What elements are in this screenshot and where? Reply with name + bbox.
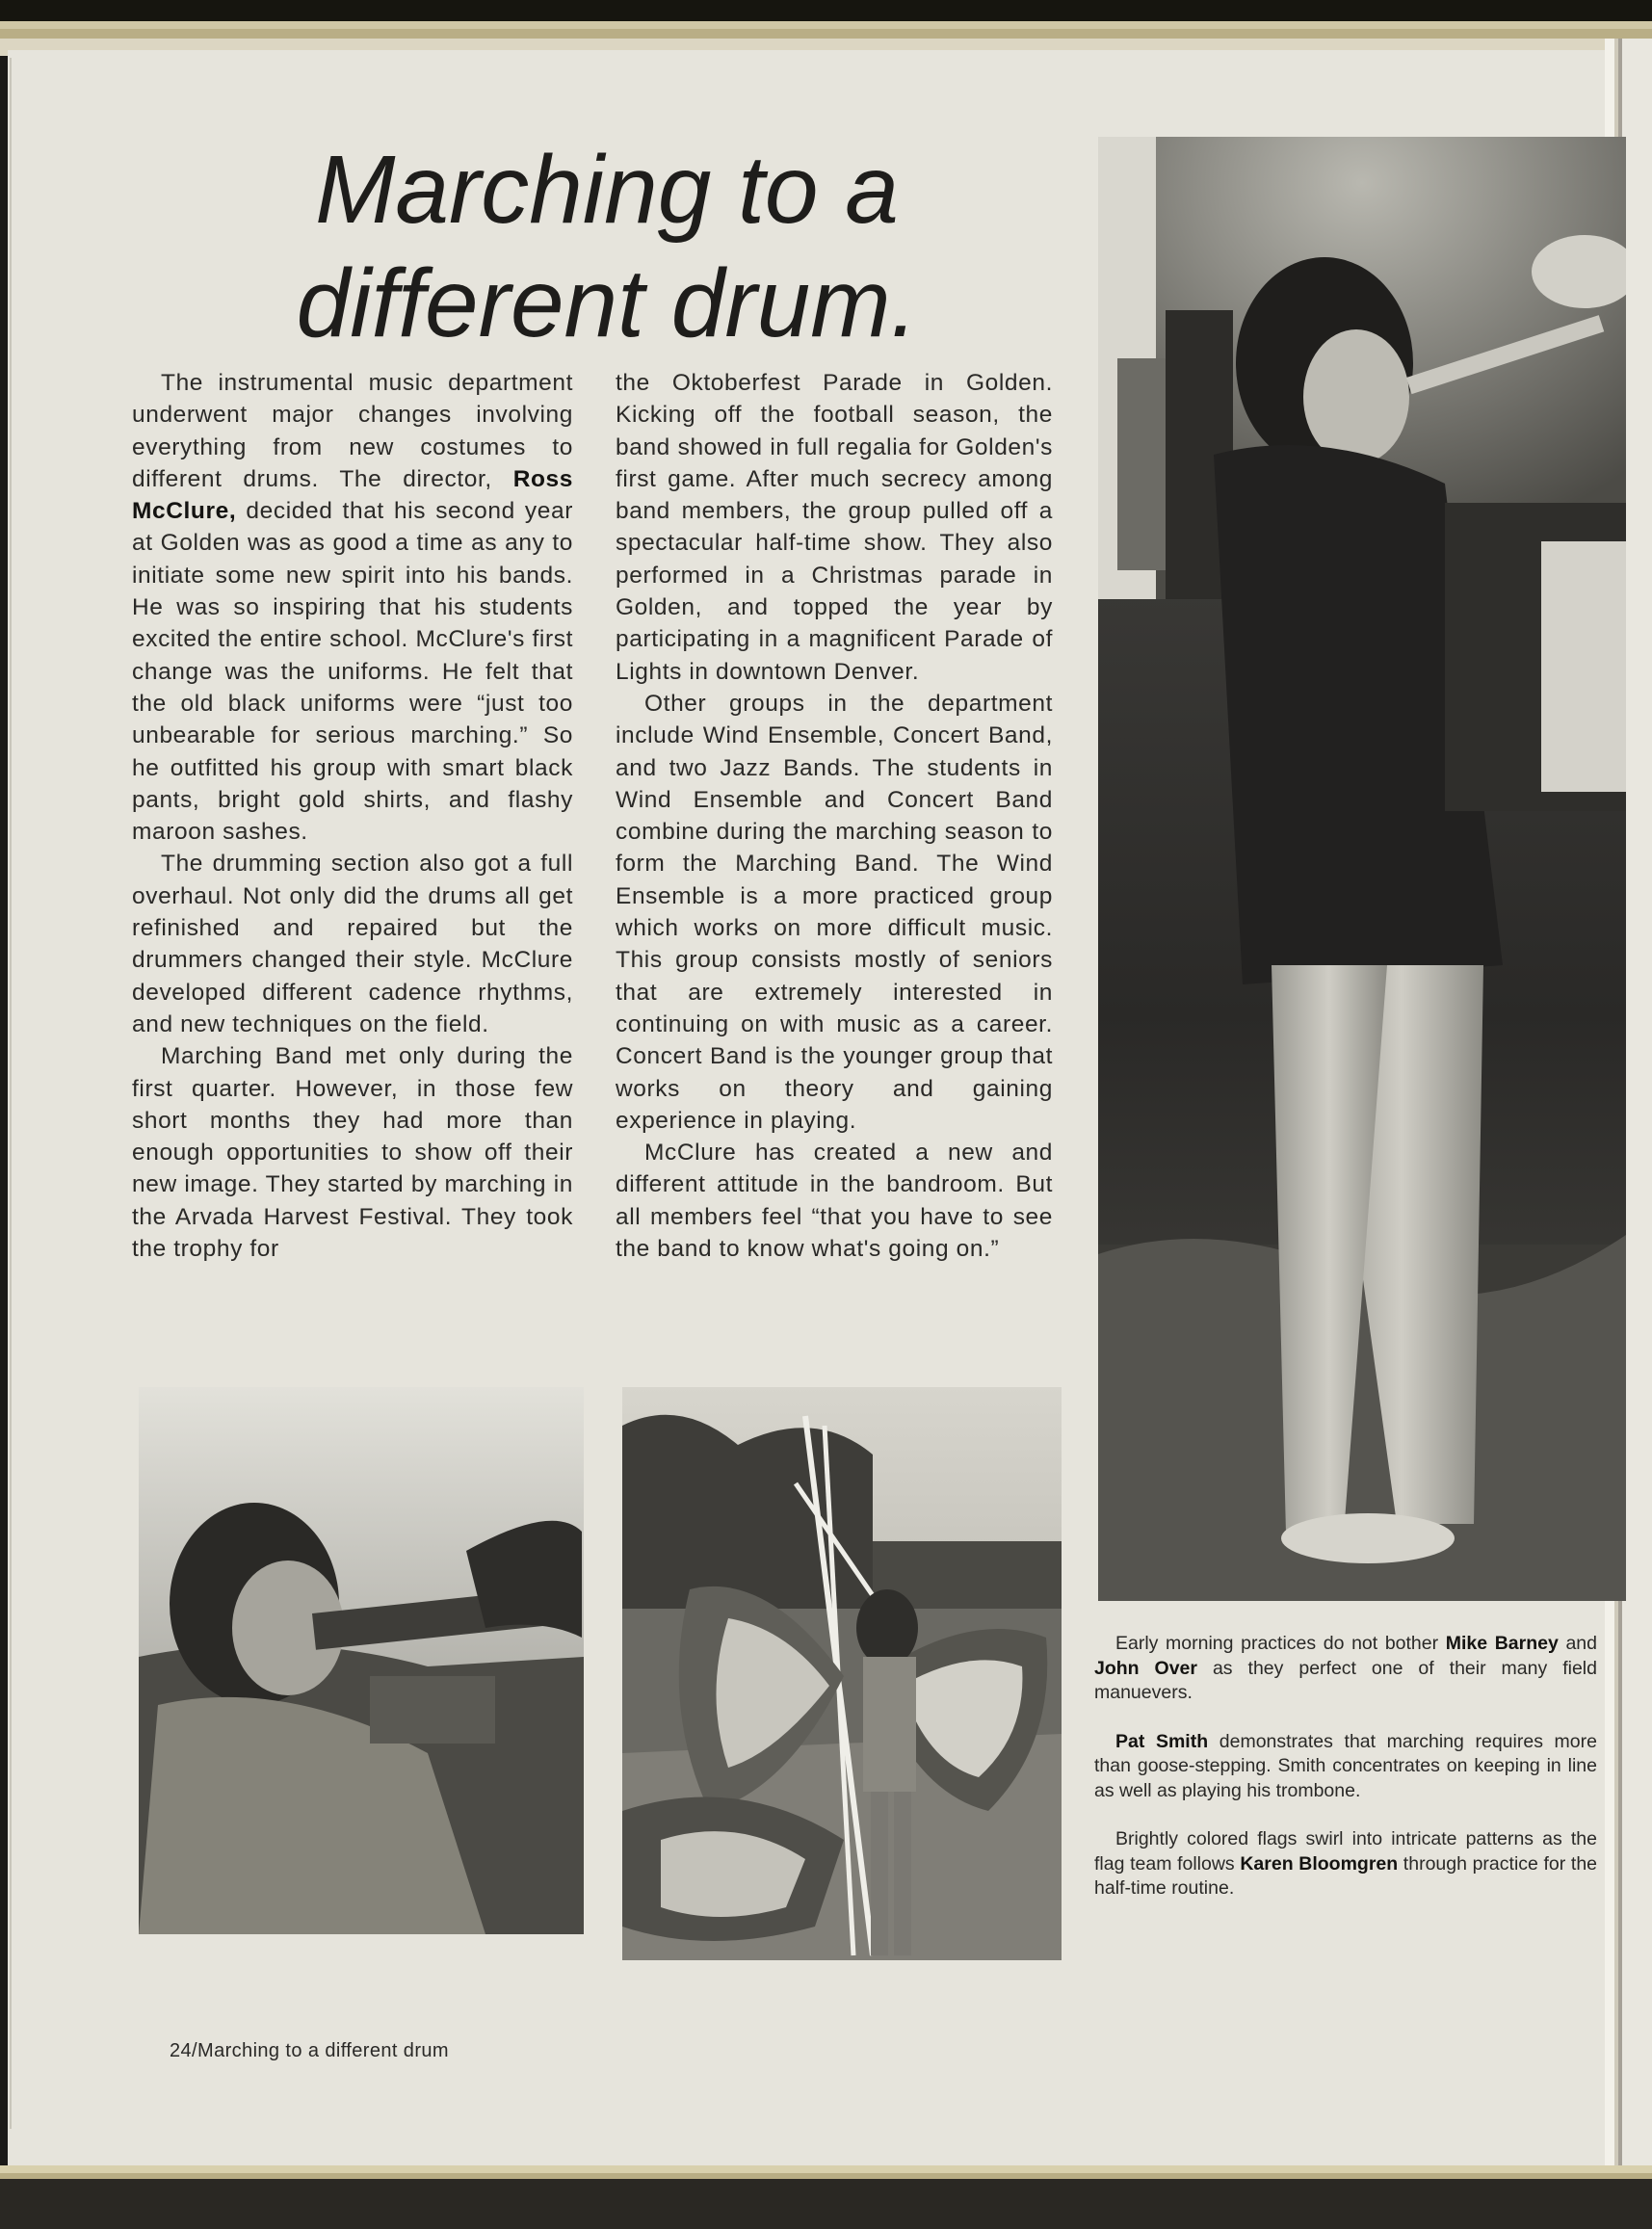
photo-flag-team-image xyxy=(622,1387,1062,1960)
book-top-edge xyxy=(0,0,1652,56)
headline-line-1: Marching to a xyxy=(315,136,899,244)
photo-trombone-player xyxy=(139,1387,584,1934)
photo-captions xyxy=(1094,1632,1597,1926)
article-paragraph: McClure has created a new and different attitude in the bandroom. But all members feel “that you have to see the band to know what's going on.” xyxy=(616,1140,1053,1263)
article-paragraph: the Oktoberfest Parade in Golden. Kicking off the football season, the band showed in full regalia for Golden's first game. After much secrecy among band members, the group pulled off a spectacular half-time show. They also performed in a Christmas parade in Golden, and topped the year by participating in a magnificent Parade of Lights in downtown Denver. xyxy=(616,370,1053,685)
photo-trumpet-players xyxy=(1098,137,1626,1601)
photo-trumpet-players-image xyxy=(1098,137,1626,1601)
page-left-edge xyxy=(10,58,12,2129)
caption-flag-team xyxy=(1094,1827,1597,1901)
photo-trombone-player-image xyxy=(139,1387,584,1934)
caption-text: and xyxy=(1558,1633,1597,1654)
caption-text: as they perfect one of their many field manuevers. xyxy=(1094,1657,1597,1703)
caption-trombone xyxy=(1094,1730,1597,1804)
article-paragraph: The drumming section also got a full overhaul. Not only did the drums all get refinished and repaired but the drummers changed their style. McClure developed different cadence rhythms, and new techniques on the field. xyxy=(132,851,573,1037)
article-paragraph: Marching Band met only during the first quarter. However, in those few short months they had more than enough opportunities to show off their new image. They started by marching in the Arvada Harvest Festival. They took the trophy for xyxy=(132,1043,573,1263)
page-headline xyxy=(125,133,1088,360)
caption-text: demonstrates that marching requires more than goose-stepping. Smith concentrates on keeping in line as well as playing his trombone. xyxy=(1094,1730,1597,1801)
page-folio: 24/Marching to a different drum xyxy=(170,2040,449,2061)
article-text: decided that his second year at Golden was as good a time as any to initiate some new spirit into his bands. He was so inspiring that his students excited the entire school. McClure's first change was the uniforms. He felt that the old black uniforms were “just too unbearable for serious marching.” So he outfitted his group with smart black pants, bright gold shirts, and flashy maroon sashes. xyxy=(132,498,573,846)
book-bottom-edge xyxy=(0,2165,1652,2229)
article-paragraph xyxy=(132,367,573,848)
caption-text: Early morning practices do not bother xyxy=(1115,1633,1446,1654)
caption-name: Pat Smith xyxy=(1115,1730,1209,1752)
headline-line-2: different drum. xyxy=(296,249,918,357)
article-paragraph: Other groups in the department include Wind Ensemble, Concert Band, and two Jazz Bands. The students in Wind Ensemble and Concert Band combine during the marching season to form the Marching Band. The Wind Ensemble is a more practiced group which works on more difficult music. This group consists mostly of seniors that are extremely interested in continuing on with music as a career. Concert Band is the younger group that works on theory and gaining experience in playing. xyxy=(616,690,1053,1134)
article-text: The instrumental music department underwent major changes involving everything from new costumes to different drums. The director, xyxy=(132,370,573,492)
caption-text: Brightly colored flags swirl into intricate patterns as the flag team follows xyxy=(1094,1828,1597,1875)
article-column-left xyxy=(132,367,573,1265)
article-column-right xyxy=(616,367,1053,1265)
caption-text: through practice for the half-time routine. xyxy=(1094,1852,1598,1899)
director-name: Ross McClure, xyxy=(132,465,573,525)
caption-name: Mike Barney xyxy=(1445,1633,1559,1654)
caption-name: Karen Bloomgren xyxy=(1240,1852,1399,1875)
photo-flag-team xyxy=(622,1387,1062,1960)
caption-name: John Over xyxy=(1094,1657,1197,1679)
caption-trumpet-players xyxy=(1094,1632,1597,1706)
